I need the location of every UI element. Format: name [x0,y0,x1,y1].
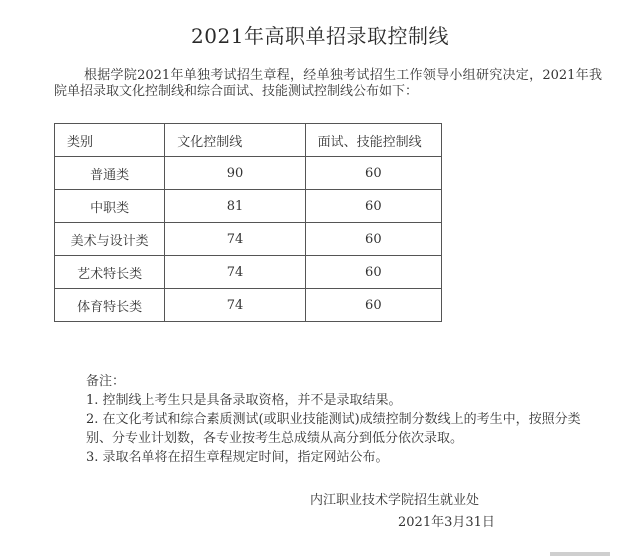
header-skill-line: 面试、技能控制线 [305,124,441,157]
issue-date: 2021年3月31日 [398,515,495,530]
row-category: 艺术特长类 [55,256,165,289]
table-row [55,289,442,322]
row-culture-score: 81 [165,190,305,223]
row-category: 美术与设计类 [55,223,165,256]
table-row [55,190,442,223]
row-category: 中职类 [55,190,165,223]
corner-mark [550,552,610,556]
header-culture-line: 文化控制线 [165,124,305,157]
note-item: 3. 录取名单将在招生章程规定时间，指定网站公布。 [86,450,389,465]
page-title: 2021年高职单招录取控制线 [191,24,449,48]
row-skill-score: 60 [305,157,441,190]
row-skill-score: 60 [305,223,441,256]
table-row [55,256,442,289]
row-culture-score: 74 [165,223,305,256]
note-item: 1. 控制线上考生只是具备录取资格，并不是录取结果。 [86,393,402,408]
header-category: 类别 [55,124,165,157]
row-skill-score: 60 [305,190,441,223]
issuer-signature: 内江职业技术学院招生就业处 [310,493,480,508]
row-culture-score: 74 [165,289,305,322]
row-culture-score: 74 [165,256,305,289]
row-category: 体育特长类 [55,289,165,322]
intro-paragraph: 根据学院2021年单独考试招生章程，经单独考试招生工作领导小组研究决定，2021年我院单招录取文化控制线和综合面试、技能测试控制线公布如下： [54,68,602,99]
row-skill-score: 60 [305,289,441,322]
table-row [55,223,442,256]
notes-section [54,372,602,467]
note-item: 2. 在文化考试和综合素质测试(或职业技能测试)成绩控制分数线上的考生中，按照分类别、分专业计划数，各专业按考生总成绩从高分到低分依次录取。 [86,412,581,446]
table-header-row [55,124,442,157]
cutoff-table [54,123,442,322]
table-row [55,157,442,190]
row-culture-score: 90 [165,157,305,190]
row-skill-score: 60 [305,256,441,289]
row-category: 普通类 [55,157,165,190]
notes-heading: 备注： [86,374,126,389]
